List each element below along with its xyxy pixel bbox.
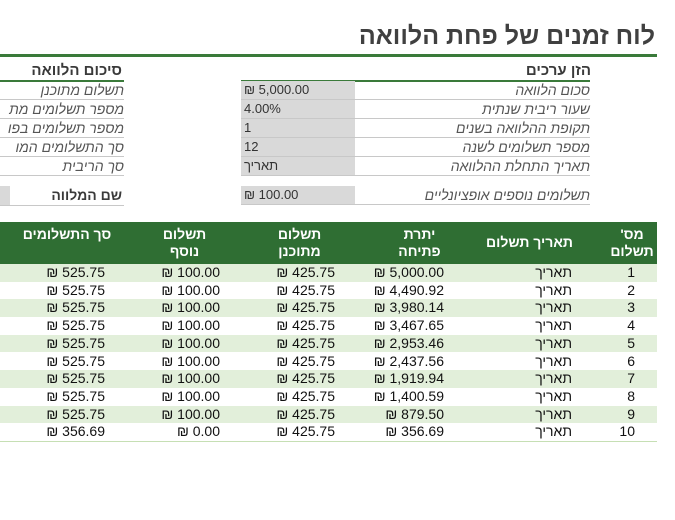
cell-scheduled-payment: ₪ 425.75 bbox=[276, 370, 335, 387]
input-row-start-date bbox=[241, 157, 590, 176]
input-row-loan-years bbox=[241, 119, 590, 138]
cell-total-payment: ₪ 525.75 bbox=[46, 352, 105, 369]
scheduled-payment-label: תשלום מתוכנן bbox=[40, 82, 124, 98]
header-payment-date: תאריך תשלום bbox=[486, 234, 573, 250]
cell-total-payment: ₪ 525.75 bbox=[46, 281, 105, 298]
cell-opening-balance: ₪ 4,490.92 bbox=[373, 281, 444, 298]
cell-number: 10 bbox=[619, 423, 635, 440]
lender-row bbox=[0, 186, 124, 206]
cell-extra-payment: ₪ 100.00 bbox=[161, 264, 220, 280]
cell-number: 4 bbox=[627, 317, 635, 334]
table-row bbox=[0, 317, 657, 335]
cell-scheduled-payment: ₪ 425.75 bbox=[276, 352, 335, 369]
table-row bbox=[0, 264, 657, 282]
cell-total-payment: ₪ 525.75 bbox=[46, 317, 105, 334]
summary-row-actual-count bbox=[0, 119, 124, 138]
cell-date: תאריך bbox=[535, 317, 572, 334]
cell-scheduled-payment: ₪ 425.75 bbox=[276, 405, 335, 422]
cell-scheduled-payment: ₪ 425.75 bbox=[276, 334, 335, 351]
schedule-table-body bbox=[0, 264, 675, 444]
cell-extra-payment: ₪ 100.00 bbox=[161, 370, 220, 387]
optional-payments-field[interactable]: ₪ 100.00 bbox=[241, 186, 355, 204]
cell-total-payment: ₪ 356.69 bbox=[46, 423, 105, 440]
loan-years-field[interactable]: 1 bbox=[241, 119, 355, 137]
interest-rate-field[interactable]: 4.00% bbox=[241, 100, 355, 118]
loan-years-label: תקופת ההלוואה בשנים bbox=[456, 120, 590, 136]
cell-date: תאריך bbox=[535, 387, 572, 404]
cell-opening-balance: ₪ 3,467.65 bbox=[373, 317, 444, 334]
cell-extra-payment: ₪ 100.00 bbox=[161, 405, 220, 422]
payments-per-year-field[interactable]: 12 bbox=[241, 138, 355, 156]
cell-extra-payment: ₪ 100.00 bbox=[161, 299, 220, 316]
cell-opening-balance: ₪ 356.69 bbox=[385, 423, 444, 440]
cell-date: תאריך bbox=[535, 423, 572, 440]
cell-date: תאריך bbox=[535, 370, 572, 387]
summary-block bbox=[0, 81, 124, 176]
interest-rate-label: שעור ריבית שנתית bbox=[482, 101, 590, 117]
cell-scheduled-payment: ₪ 425.75 bbox=[276, 317, 335, 334]
cell-number: 6 bbox=[627, 352, 635, 369]
cell-date: תאריך bbox=[535, 281, 572, 298]
cell-date: תאריך bbox=[535, 299, 572, 316]
start-date-label: תאריך התחלת ההלוואה bbox=[450, 158, 590, 174]
cell-total-payment: ₪ 525.75 bbox=[46, 405, 105, 422]
total-early-label: סך התשלומים המו bbox=[15, 139, 124, 155]
table-row bbox=[0, 335, 657, 353]
summary-row-total-interest bbox=[0, 157, 124, 176]
cell-total-payment: ₪ 525.75 bbox=[46, 370, 105, 387]
cell-number: 7 bbox=[627, 370, 635, 387]
cell-extra-payment: ₪ 100.00 bbox=[161, 334, 220, 351]
cell-extra-payment: ₪ 0.00 bbox=[176, 423, 220, 440]
header-extra-payment: תשלום נוסף bbox=[162, 226, 207, 259]
cell-number: 3 bbox=[627, 299, 635, 316]
cell-extra-payment: ₪ 100.00 bbox=[161, 281, 220, 298]
input-row-optional-payments bbox=[241, 186, 590, 205]
optional-payments-label: תשלומים נוספים אופציונליים bbox=[424, 187, 590, 203]
schedule-table-header bbox=[0, 222, 657, 264]
table-row bbox=[0, 299, 657, 317]
cell-total-payment: ₪ 525.75 bbox=[46, 299, 105, 316]
cell-opening-balance: ₪ 3,980.14 bbox=[373, 299, 444, 316]
table-row bbox=[0, 406, 657, 424]
cell-scheduled-payment: ₪ 425.75 bbox=[276, 423, 335, 440]
summary-row-scheduled-payment bbox=[0, 81, 124, 100]
title-divider bbox=[0, 54, 657, 57]
cell-opening-balance: ₪ 1,919.94 bbox=[373, 370, 444, 387]
cell-extra-payment: ₪ 100.00 bbox=[161, 387, 220, 404]
cell-total-payment: ₪ 525.75 bbox=[46, 264, 105, 280]
actual-count-label: מספר תשלומים בפו bbox=[7, 120, 124, 136]
total-interest-label: סך הריבית bbox=[62, 158, 124, 174]
cell-number: 8 bbox=[627, 387, 635, 404]
cell-number: 2 bbox=[627, 281, 635, 298]
cell-scheduled-payment: ₪ 425.75 bbox=[276, 281, 335, 298]
table-row bbox=[0, 370, 657, 388]
input-row-payments-per-year bbox=[241, 138, 590, 157]
header-total-payment: סך התשלומים bbox=[22, 226, 112, 242]
cell-scheduled-payment: ₪ 425.75 bbox=[276, 387, 335, 404]
summary-row-scheduled-count bbox=[0, 100, 124, 119]
input-row-loan-amount bbox=[241, 81, 590, 100]
cell-opening-balance: ₪ 1,400.59 bbox=[373, 387, 444, 404]
table-row bbox=[0, 423, 657, 441]
summary-row-total-early bbox=[0, 138, 124, 157]
cell-date: תאריך bbox=[535, 264, 572, 280]
lender-name-label: שם המלווה bbox=[51, 187, 122, 203]
cell-opening-balance: ₪ 879.50 bbox=[385, 405, 444, 422]
table-row bbox=[0, 388, 657, 406]
cell-total-payment: ₪ 525.75 bbox=[46, 387, 105, 404]
scheduled-count-label: מספר תשלומים מת bbox=[9, 101, 124, 117]
input-section-heading: הזן ערכים bbox=[525, 62, 591, 79]
cell-extra-payment: ₪ 100.00 bbox=[161, 352, 220, 369]
cell-opening-balance: ₪ 2,953.46 bbox=[373, 334, 444, 351]
payments-per-year-label: מספר תשלומים לשנה bbox=[462, 139, 590, 155]
cell-scheduled-payment: ₪ 425.75 bbox=[276, 299, 335, 316]
cell-number: 9 bbox=[627, 405, 635, 422]
cell-scheduled-payment: ₪ 425.75 bbox=[276, 264, 335, 280]
cell-opening-balance: ₪ 2,437.56 bbox=[373, 352, 444, 369]
cell-date: תאריך bbox=[535, 405, 572, 422]
start-date-field[interactable]: תאריך bbox=[241, 157, 355, 175]
cell-number: 5 bbox=[627, 334, 635, 351]
cell-opening-balance: ₪ 5,000.00 bbox=[373, 264, 444, 280]
table-bottom-rule bbox=[0, 441, 657, 442]
header-opening-balance: יתרת פתיחה bbox=[398, 226, 441, 259]
table-row bbox=[0, 282, 657, 300]
cell-number: 1 bbox=[627, 264, 635, 280]
loan-amount-label: סכום הלוואה bbox=[515, 82, 590, 98]
lender-name-field[interactable] bbox=[0, 186, 10, 205]
cell-date: תאריך bbox=[535, 334, 572, 351]
cell-extra-payment: ₪ 100.00 bbox=[161, 317, 220, 334]
input-row-interest-rate bbox=[241, 100, 590, 119]
cell-total-payment: ₪ 525.75 bbox=[46, 334, 105, 351]
loan-amount-field[interactable]: ₪ 5,000.00 bbox=[241, 81, 355, 99]
header-scheduled-payment: תשלום מתוכנן bbox=[277, 226, 322, 259]
table-row bbox=[0, 353, 657, 371]
page-title: לוח זמנים של פחת הלוואה bbox=[358, 22, 655, 50]
header-payment-number: מס' תשלום bbox=[610, 226, 654, 259]
input-values-block bbox=[241, 81, 590, 176]
cell-date: תאריך bbox=[535, 352, 572, 369]
summary-section-heading: סיכום הלוואה bbox=[31, 62, 122, 79]
